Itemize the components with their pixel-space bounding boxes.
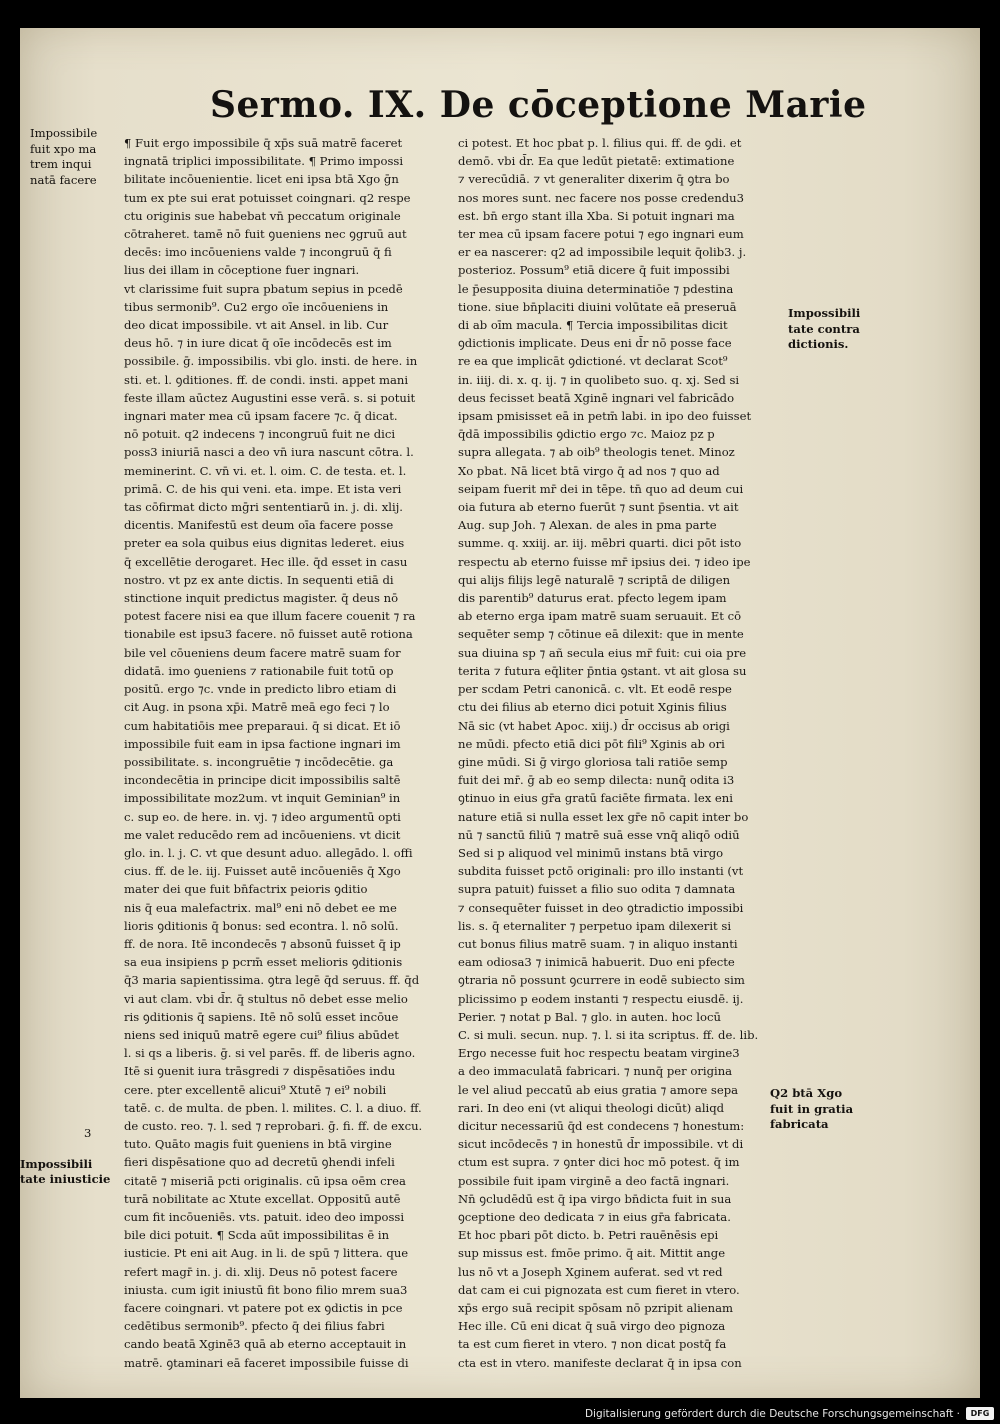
margin-note-text: Impossibili tate iniusticie (20, 1156, 111, 1186)
left-column-text: ¶ Fuit ergo impossibile q̄ xp̄s suā matrē faceret ingnatā triplici impossibilitate. ¶ Primo impossi bilitate incōuenientie. licet eni ipsa btā Xgo ḡn tum ex pte sui erat potuisset coingnari. q2 respe ctu originis sue habebat vn̄ peccatum originale cōtraheret. tamē nō fuit ꝯueniens nec ꝯgruū aut decēs: imo incōueniens valde ⁊ incongruū q̄ fi lius dei illam in cōceptione fuer ingnari. vt clarissime fuit supra pbatum sepius in pcedē tibus sermonib⁹. Cu2 ergo oīe incōueniens in deo dicat impossibile. vt ait Ansel. in lib. Cur deus hō. ⁊ in iure dicat q̄ oīe incōdecēs est im possibile. ḡ. impossibilis. vbi glo. insti. de here. in sti. et. l. ꝯditiones. ff. de condi. insti. appet mani feste illam aūctez Augustini esse verā. s. si potuit ingnari mater mea cū ipsam facere ⁊c. q̄ dicat. nō potuit. q2 indecens ⁊ incongruū fuit ne dici poss3 iniuriā nasci a deo vn̄ iura nascunt cōtra. l. meminerint. C. vn̄ vi. et. l. oim. C. de testa. et. l. primā. C. de his qui veni. eta. impe. Et ista veri tas cōfirmat dicto mḡri sententiarū in. j. di. xlij. dicentis. Manifestū est deum oīa facere posse preter ea sola quibus eius dignitas lederet. eius q̄ excellētie derogaret. Hec ille. q̄d esset in casu nostro. vt pz ex ante dictis. In sequenti etiā di stinctione inquit predictus magister. q̄ deus nō potest facere nisi ea que illum facere couenit ⁊ ra tionabile est ipsu3 facere. nō fuisset autē rotiona bile vel cōueniens deum facere matrē suam for didatā. imo ꝯueniens ⁊ rationabile fuit totū op positū. ergo ⁊c. vnde in predicto libro etiam di cit Aug. in psona xp̄i. Matrē meā ego feci ⁊ lo cum habitatiōis mee preparaui. q̄ si dicat. Et iō impossibile fuit eam in ipsa factione ingnari im possibilitate. s. incongruētie ⁊ incōdecētie. ga incondecētia in principe dicit impossibilis saltē impossibilitate moz2um. vt inquit Geminian⁹ in c. sup eo. de here. in. vj. ⁊ ideo argumentū opti me valet reducēdo rem ad incōueniens. vt dicit glo. in. l. j. C. vt que desunt aduo. allegādo. l. offi cius. ff. de le. iij. Fuisset autē incōueniēs q̄ Xgo mater dei que fuit bn̄factrix peioris ꝯditio nis q̄ eua malefactrix. mal⁹ eni nō debet ee me lioris ꝯditionis q̄ bonus: sed econtra. l. nō solū. ff. de nora. Itē incondecēs ⁊ absonū fuisset q̄ ip sa eua insipiens p pcrm̄ esset melioris ꝯditionis q̄3 maria sapientissima. ꝯtra legē q̄d seruus. ff. q̄d vi aut clam. vbi d̄r. q̄ stultus nō debet esse melio ris ꝯditionis q̄ sapiens. Itē nō solū esset incōue niens sed iniquū matrē egere cui⁹ filius abūdet l. si qs a liberis. ḡ. si vel parēs. ff. de liberis agno. Itē si ꝯuenit iura trāsgredi ⁊ dispēsatiōes indu cere. pter excellentē alicui⁹ Xtutē ⁊ ei⁹ nobili tatē. c. de multa. de pben. l. milites. C. l. a diuo. ff. de custo. reo. ⁊. l. sed ⁊ reprobari. ḡ. fi. ff. de excu. tuto. Quāto magis fuit ꝯueniens in btā virgine fieri dispēsatione quo ad decretū ꝯhendi infeli citatē ⁊ miseriā pcti originalis. cū ipsa oēm crea turā nobilitate ac Xtute excellat. Oppositū autē cum fit incōueniēs. vts. patuit. ideo deo impossi bile dici potuit. ¶ Scda aūt impossibilitas ē in iusticie. Pt eni ait Aug. in li. de spū ⁊ littera. que refert magr̄ in. j. di. xlij. Deus nō potest facere iniusta. cum igit iniustū fit bono filio mrem sua3 facere coingnari. vt patere pot ex ꝯdictis in pce cedētibus sermonib⁹. pfecto q̄ dei filius fabri cando beatā Xginē3 quā ab eterno acceptauit in matrē. ꝯtaminari eā faceret impossibile fuisse di (124, 136, 423, 1370)
page-title: Sermo. IX. De cōceptione Marie (210, 84, 867, 126)
margin-note-number: 3 (84, 1125, 92, 1140)
margin-note-impossibility-of-injustice (20, 1110, 120, 1188)
margin-note-impossibility-of-making-mother-stained: Impossibile fuit xpo ma trem inqui natā facere (30, 126, 98, 187)
margin-note-impossibility-of-contradiction: Impossibili tate contra dictionis. (788, 306, 861, 351)
footer-bar (0, 1402, 1000, 1424)
right-text-column (458, 134, 776, 1372)
book-page (20, 28, 980, 1398)
right-column-text: ci potest. Et hoc pbat p. l. filius qui. ff. de ꝯdi. et demō. vbi d̄r. Ea que ledūt pietatē: extimatione ⁊ verecūdiā. ⁊ vt generaliter dixerim q̄ ꝯtra bo nos mores sunt. nec facere nos posse credendu3 est. bn̄ ergo stant illa Xba. Si potuit ingnari ma ter mea cū ipsam facere potui ⁊ ego ingnari eum er ea nascerer: q2 ad impossibile lequit q̄olib3. j. posterioz. Possum⁹ etiā dicere q̄ fuit impossibi le p̄esupposita diuina determinatiōe ⁊ pdestina tione. siue bn̄placiti diuini volūtate eā preseruā di ab oīm macula. ¶ Tercia impossibilitas dicit ꝯdictionis implicate. Deus eni d̄r nō posse face re ea que implicāt ꝯdictioné. vt declarat Scot⁹ in. iiij. di. x. q. ij. ⁊ in quolibeto suo. q. xj. Sed si deus fecisset beatā Xginē ingnari vel fabricādo ipsam pmisisset eā in petm̄ labi. in ipo deo fuisset q̄dā impossibilis ꝯdictio ergo ⁊c. Maioz pz p supra allegata. ⁊ ab oib⁹ theologis tenet. Minoz Xo pbat. Nā licet btā virgo q̄ ad nos ⁊ quo ad seipam fuerit mr̄ dei in tēpe. tn̄ quo ad deum cui oia futura ab eterno fuerūt ⁊ sunt p̄sentia. vt ait Aug. sup Joh. ⁊ Alexan. de ales in pma parte summe. q. xxiij. ar. iij. mēbri quarti. dici pōt isto respectu ab eterno fuisse mr̄ ipsius dei. ⁊ ideo ipe qui alijs filijs legē naturalē ⁊ scriptā de diligen dis parentib⁹ daturus erat. pfecto legem ipam ab eterno erga ipam matrē suam seruauit. Et cō sequēter semp ⁊ cōtinue eā dilexit: que in mente sua diuina sp ⁊ añ secula eius mr̄ fuit: cui oia pre terita ⁊ futura eq̄liter p̄ntia ꝯstant. vt ait glosa su per scdam Petri canonicā. c. vlt. Et eodē respe ctu dei filius ab eterno dici potuit Xginis filius Nā sic (vt habet Apoc. xiij.) d̄r occisus ab origi ne mūdi. pfecto etiā dici pōt fili⁹ Xginis ab ori gine mūdi. Si ḡ virgo gloriosa tali ratiōe semp fuit dei mr̄. ḡ ab eo semp dilecta: nunq̄ odita i3 ꝯtinuo in eius gr̄a gratū faciēte firmata. lex eni nature etiā si nulla esset lex gr̄e nō capit inter bo nū ⁊ sanctū filiū ⁊ matrē suā esse vnq̄ aliqō odiū Sed si p aliquod vel minimū instans btā virgo subdita fuisset pctō originali: pro illo instanti (vt supra patuit) fuisset a filio suo odita ⁊ damnata ⁊ consequēter fuisset in deo ꝯtradictio impossibi lis. s. q̄ eternaliter ⁊ perpetuo ipam dilexerit si cut bonus filius matrē suam. ⁊ in aliquo instanti eam odiosa3 ⁊ inimicā habuerit. Duo eni pfecte ꝯtraria nō possunt ꝯcurrere in eodē subiecto sim plicissimo p eodem instanti ⁊ respectu eiusdē. ij. Perier. ⁊ notat p Bal. ⁊ glo. in auten. hoc locū C. si muli. secun. nup. ⁊. l. si ita scriptus. ff. de. lib. Ergo necesse fuit hoc respectu beatam virgine3 a deo immaculatā fabricari. ⁊ nunq̄ per origina le vel aliud peccatū ab eius gratia ⁊ amore sepa rari. In deo eni (vt aliqui theologi dicūt) aliqd dicitur necessariū q̄d est condecens ⁊ honestum: sicut incōdecēs ⁊ in honestū d̄r impossibile. vt di ctum est supra. ⁊ ꝯnter dici hoc mō potest. q̄ im possibile fuit ipam virginē a deo factā ingnari. Nn̄ ꝯcludēdū est q̄ ipa virgo bn̄dicta fuit in sua ꝯceptione deo dedicata ⁊ in eius gr̄a fabricata. Et hoc pbari pōt dicto. b. Petri rauēnēsis epi sup missus est. fmōe primo. q̄ ait. Mittit ange lus nō vt a Joseph Xginem auferat. sed vt red dat cam ei cui pignozata est cum fieret in vtero. xp̄s ergo suā recipit spōsam nō pzripit alienam Hec ille. Cū eni dicat q̄ suā virgo deo pignoza ta est cum fieret in vtero. ⁊ non dicat postq̄ fa cta est in vtero. manifeste declarat q̄ in ipsa con (458, 136, 759, 1370)
margin-note-virgin-made-in-grace: Q2 btā Xgo fuit in gratia fabricata (770, 1086, 854, 1131)
funding-credit: Digitalisierung gefördert durch die Deutsche Forschungsgemeinschaft · (584, 1408, 960, 1420)
left-text-column (124, 134, 442, 1372)
dfg-logo: DFG (966, 1407, 994, 1420)
